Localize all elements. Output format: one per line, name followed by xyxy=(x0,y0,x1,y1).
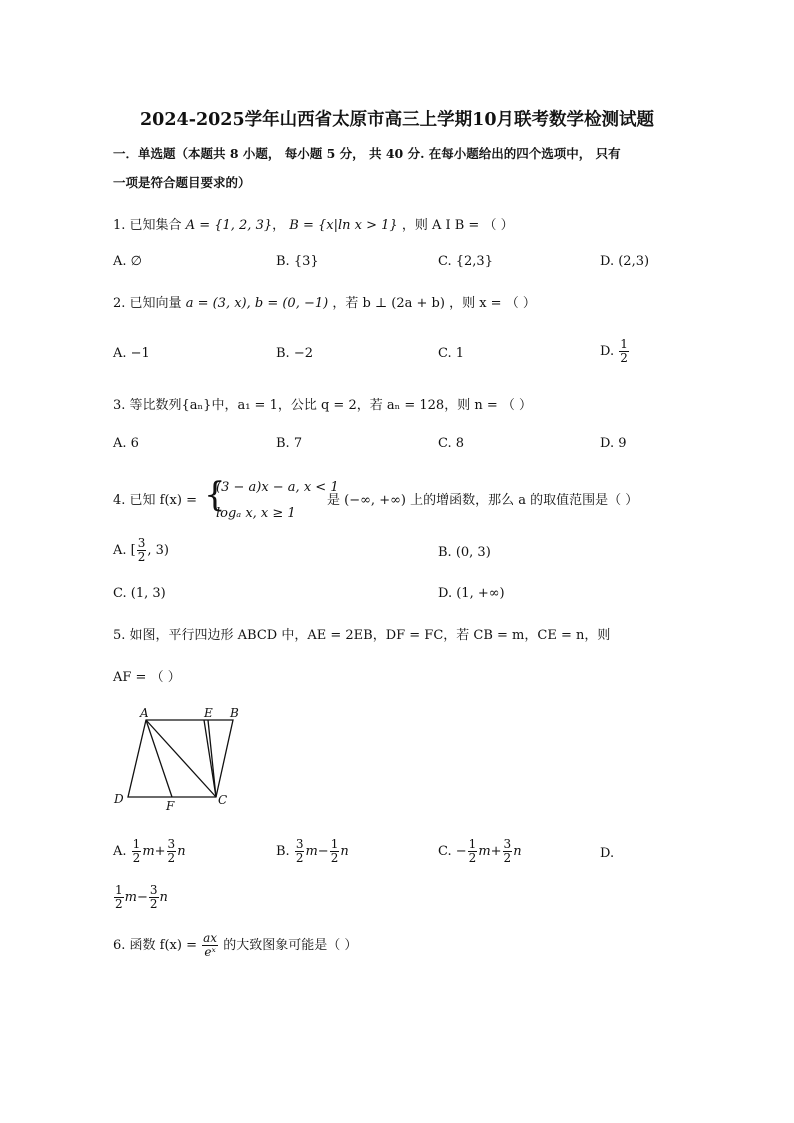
q3-option-a: A. 6 xyxy=(113,436,139,451)
q4-brace: { xyxy=(204,475,226,515)
fraction xyxy=(149,884,159,911)
label-e: E xyxy=(204,706,213,720)
q4-case-2: logₐ x, x ≥ 1 xyxy=(216,506,296,521)
q1-option-c: C. {2,3} xyxy=(438,254,493,269)
fraction-numerator: 3 xyxy=(167,837,176,851)
fraction-numerator: 3 xyxy=(503,837,512,851)
fraction-numerator: 3 xyxy=(149,883,158,897)
option-letter: B. xyxy=(276,844,290,859)
fraction-numerator: 1 xyxy=(468,837,477,851)
q1-ask: ，则 A I B = （ ） xyxy=(401,218,514,233)
q4-option-a xyxy=(113,537,169,564)
q1-sep: ， xyxy=(272,218,286,233)
q4-case-1: (3 − a)x − a, x < 1 xyxy=(216,480,339,495)
label-c: C xyxy=(218,793,228,807)
question-1 xyxy=(113,218,514,234)
fraction xyxy=(114,884,124,911)
question-5-line1: 5. 如图，平行四边形 ABCD 中，AE = 2EB，DF = FC，若 CB = m，CE = n，则 xyxy=(113,628,611,643)
fraction-numerator: 1 xyxy=(115,883,123,897)
fraction-denominator: 2 xyxy=(137,550,146,564)
fraction xyxy=(330,838,340,865)
fraction-numerator: 1 xyxy=(330,837,339,851)
q1-set-a: A = {1, 2, 3} xyxy=(185,218,273,233)
q6-stem: 6. 函数 f(x) = xyxy=(113,938,197,953)
q3-option-b: B. 7 xyxy=(276,436,303,451)
operator: + xyxy=(154,844,166,859)
q1-option-d: D. (2,3) xyxy=(600,254,650,269)
operator: + xyxy=(490,844,502,859)
fraction-numerator: ax xyxy=(203,931,218,945)
q4-option-b: B. (0, 3) xyxy=(438,545,491,560)
q4-option-c: C. (1, 3) xyxy=(113,586,166,601)
segment-af xyxy=(146,720,172,797)
fraction-denominator: 2 xyxy=(503,851,512,865)
fraction-denominator: 2 xyxy=(620,351,628,365)
q4-option-a-post: , 3) xyxy=(147,543,169,558)
label-a: A xyxy=(140,706,149,720)
q4-option-a-pre: A. [ xyxy=(113,543,136,558)
question-2 xyxy=(113,296,536,312)
operator: − xyxy=(317,844,329,859)
fraction xyxy=(132,838,142,865)
q1-option-b: B. {3} xyxy=(276,254,319,269)
q4-stem: 4. 已知 f(x) = xyxy=(113,493,197,508)
vector-m: m xyxy=(305,844,318,859)
q2-ask: ，则 x = （ ） xyxy=(449,296,536,311)
q4-ask: 是 (−∞, +∞) 上的增函数，那么 a 的取值范围是（ ） xyxy=(327,493,639,508)
fraction-denominator: 2 xyxy=(115,897,123,911)
q4-option-a-fraction xyxy=(137,537,147,564)
q6-fraction xyxy=(202,932,218,959)
fraction xyxy=(503,838,513,865)
parallelogram-figure xyxy=(108,702,258,814)
label-d: D xyxy=(114,792,124,806)
label-f: F xyxy=(166,799,175,813)
vector-m: m xyxy=(478,844,491,859)
q1-set-b: B = {x|ln x > 1} xyxy=(289,218,398,233)
vector-n: n xyxy=(159,890,168,905)
q3-option-d: D. 9 xyxy=(600,436,627,451)
vector-m: m xyxy=(124,890,137,905)
option-letter: C. xyxy=(438,844,452,859)
fraction-numerator: 3 xyxy=(137,536,146,550)
q2-option-a: A. −1 xyxy=(113,346,150,361)
q1-option-a: A. ∅ xyxy=(113,254,142,269)
q2-stem: 2. 已知向量 xyxy=(113,296,182,311)
q2-vectors: a = (3, x), b = (0, −1) xyxy=(185,296,329,311)
q2-option-d xyxy=(600,338,630,365)
question-3: 3. 等比数列{aₙ}中，a₁ = 1，公比 q = 2，若 aₙ = 128，则 n = （ ） xyxy=(113,398,532,413)
q6-ask: 的大致图象可能是（ ） xyxy=(223,938,358,953)
vector-n: n xyxy=(340,844,349,859)
fraction-denominator: 2 xyxy=(295,851,304,865)
section-heading-line2: 一项是符合题目要求的） xyxy=(113,175,251,190)
fraction-numerator: 1 xyxy=(620,337,628,351)
question-5-line2: AF = （ ） xyxy=(113,670,181,685)
fraction-denominator: eˣ xyxy=(204,945,216,959)
q2-option-d-fraction xyxy=(619,338,629,365)
q4-option-d: D. (1, +∞) xyxy=(438,586,505,601)
vector-m: m xyxy=(142,844,155,859)
q2-option-d-letter: D. xyxy=(600,344,615,359)
q5-option-b xyxy=(276,838,349,865)
q5-option-a xyxy=(113,838,186,865)
q5-option-d xyxy=(113,884,168,911)
fraction xyxy=(167,838,177,865)
vector-n: n xyxy=(177,844,186,859)
q5-option-d-letter: D. xyxy=(600,846,615,861)
q2-option-c: C. 1 xyxy=(438,346,465,361)
fraction-numerator: 1 xyxy=(132,837,141,851)
fraction-denominator: 2 xyxy=(330,851,339,865)
sign: − xyxy=(455,844,467,859)
q2-option-b: B. −2 xyxy=(276,346,313,361)
fraction-denominator: 2 xyxy=(149,897,158,911)
question-6 xyxy=(113,932,357,959)
q5-option-c xyxy=(438,838,522,865)
section-heading-line1: 一．单选题（本题共 8 小题， 每小题 5 分， 共 40 分. 在每小题给出的四个选项中， 只有 xyxy=(113,146,621,161)
segment-ec-2 xyxy=(208,720,216,797)
fraction-numerator: 3 xyxy=(295,837,304,851)
fraction-denominator: 2 xyxy=(468,851,477,865)
label-b: B xyxy=(230,706,239,720)
fraction xyxy=(295,838,305,865)
fraction-denominator: 2 xyxy=(167,851,176,865)
option-letter: A. xyxy=(113,844,127,859)
vector-n: n xyxy=(513,844,522,859)
page-title: 2024-2025学年山西省太原市高三上学期10月联考数学检测试题 xyxy=(139,110,655,130)
fraction xyxy=(468,838,478,865)
q2-condition: ，若 b ⊥ (2a + b) xyxy=(332,296,445,311)
q1-stem: 1. 已知集合 xyxy=(113,218,182,233)
fraction-denominator: 2 xyxy=(132,851,141,865)
operator: − xyxy=(136,890,148,905)
q3-option-c: C. 8 xyxy=(438,436,465,451)
